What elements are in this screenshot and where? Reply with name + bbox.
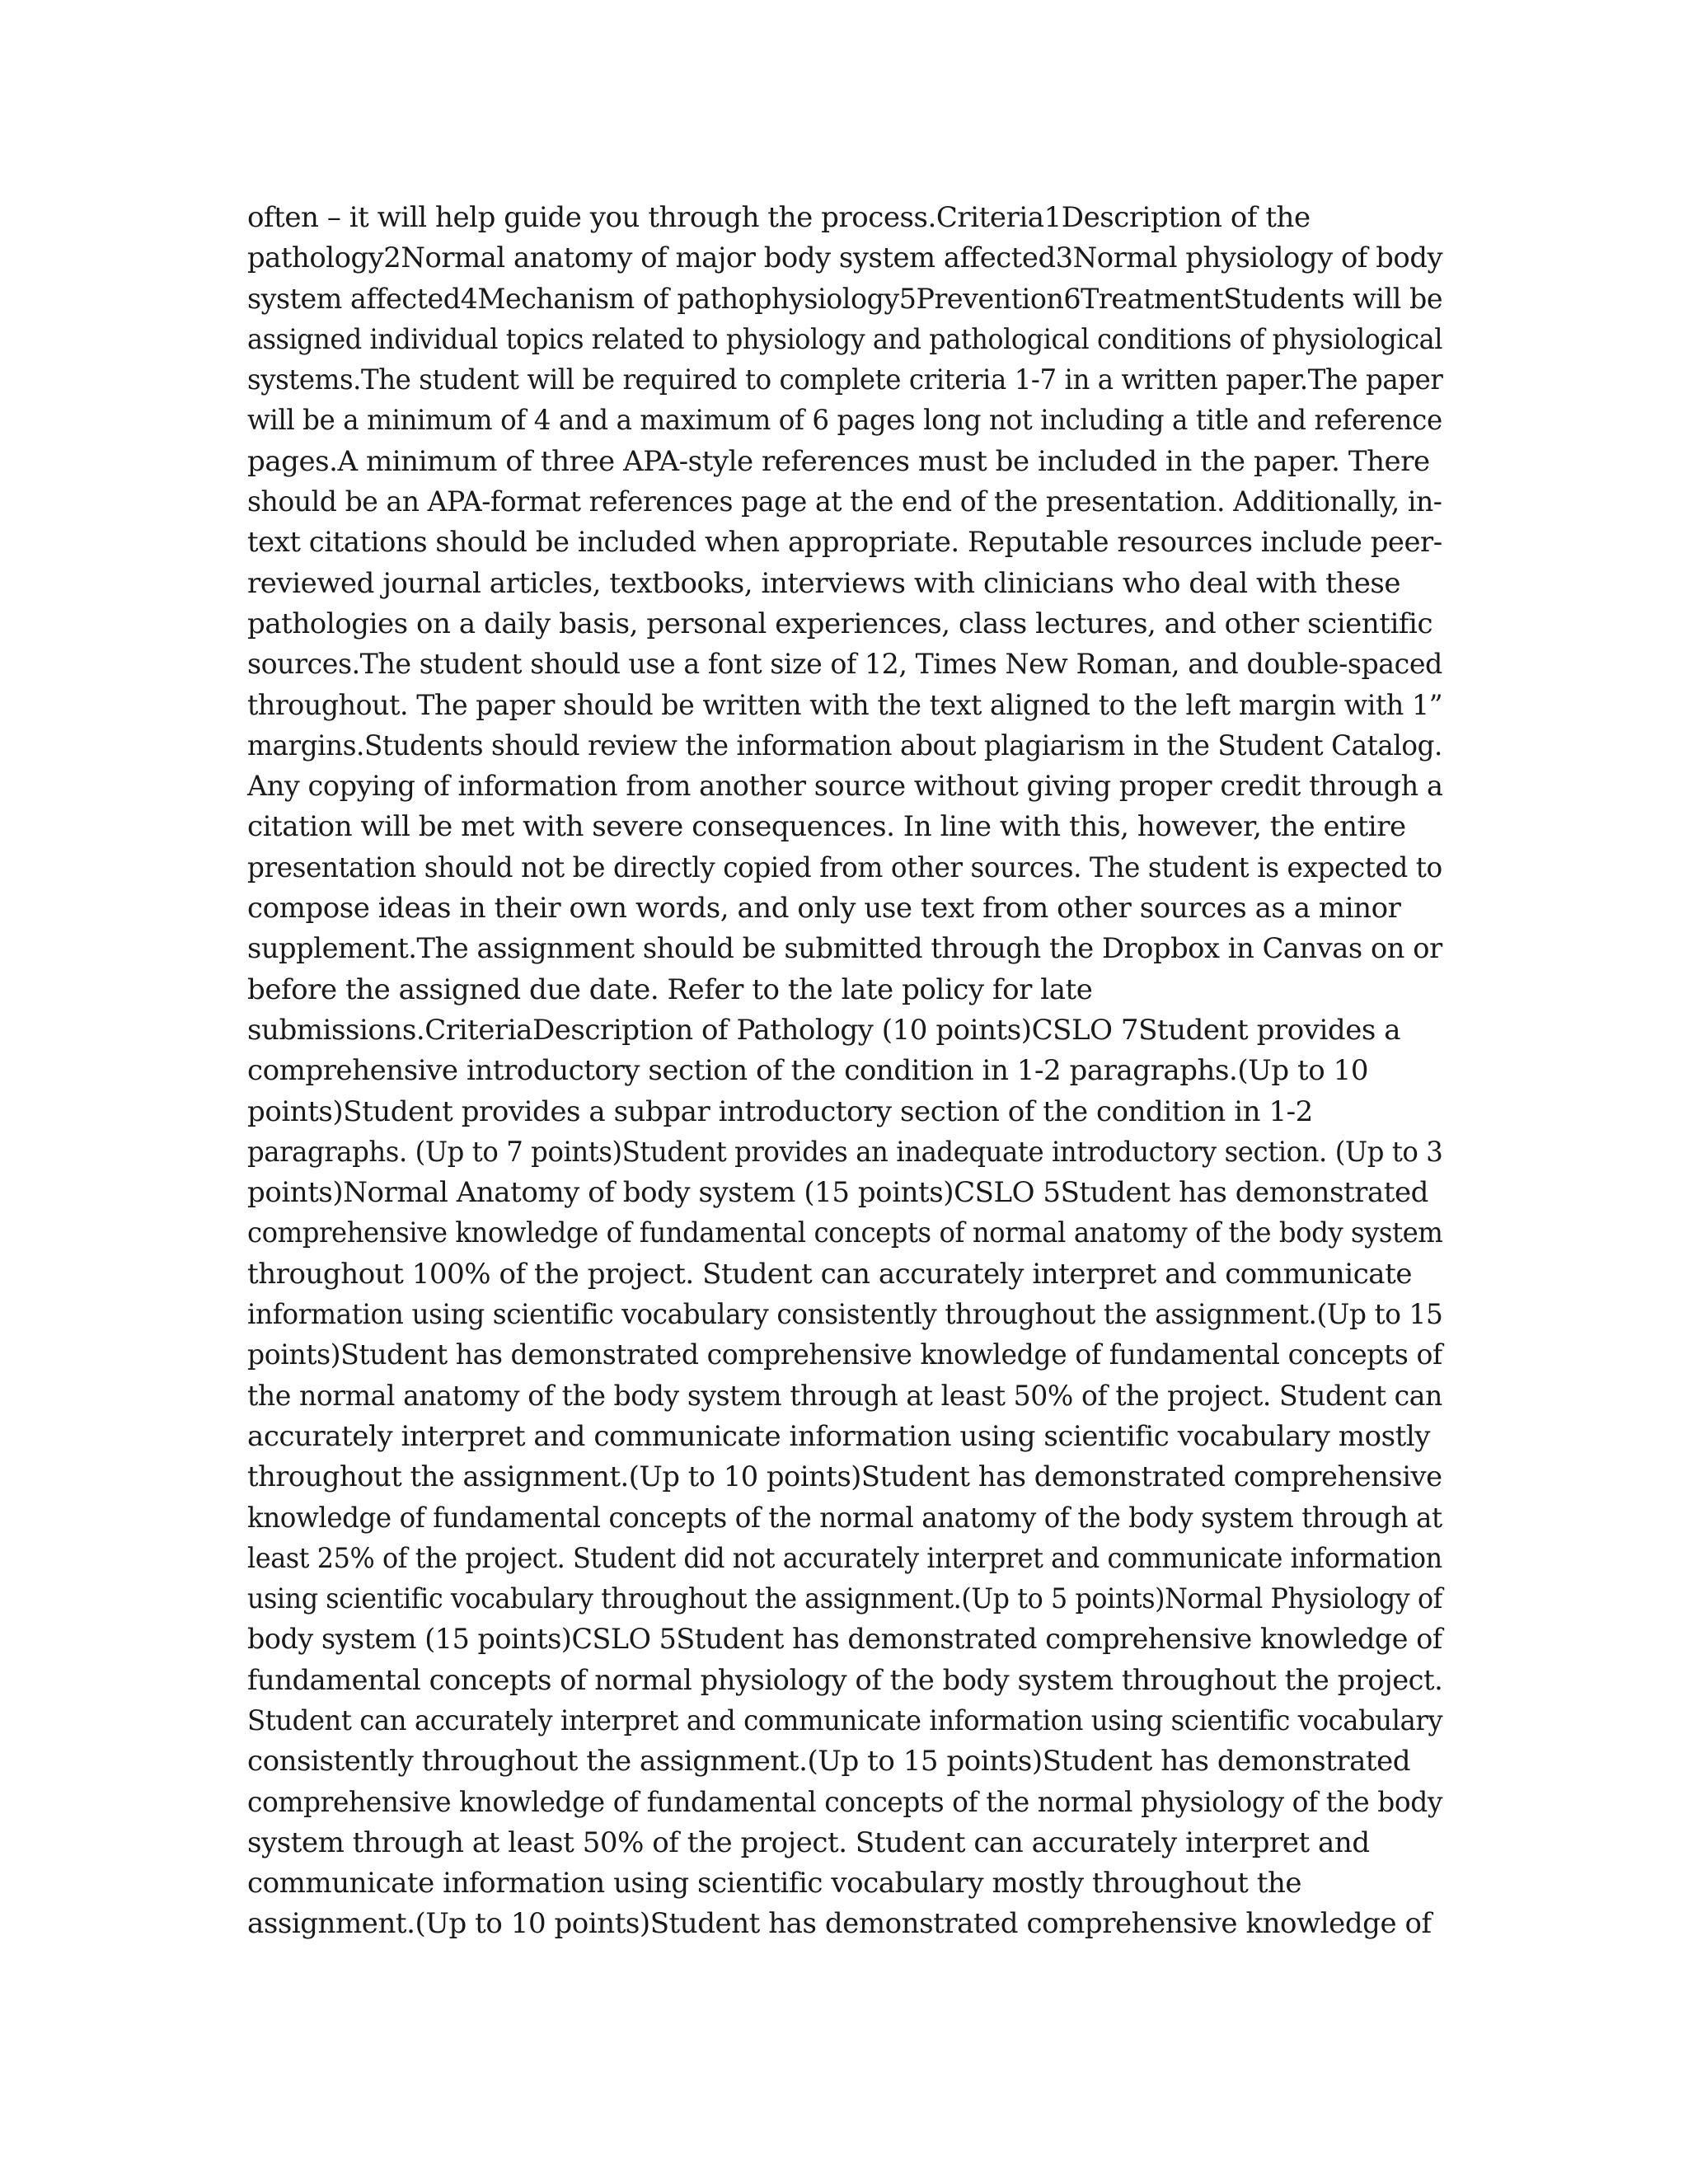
- text-line: text citations should be included when appropriate. Reputable resources include peer-: [247, 526, 1442, 560]
- text-line: throughout. The paper should be written with the text aligned to the left margin with 1”: [247, 688, 1443, 722]
- text-line: citation will be met with severe consequences. In line with this, however, the entire: [247, 810, 1406, 844]
- text-line: assigned individual topics related to physiology and pathological conditions of physiological: [247, 322, 1443, 356]
- text-line: body system (15 points)CSLO 5Student has demonstrated comprehensive knowledge of: [247, 1623, 1442, 1657]
- text-line: Any copying of information from another source without giving proper credit through a: [247, 770, 1443, 804]
- text-line: reviewed journal articles, textbooks, interviews with clinicians who deal with these: [247, 566, 1401, 600]
- text-line: supplement.The assignment should be submitted through the Dropbox in Canvas on or: [247, 932, 1442, 966]
- body-text: [247, 198, 1442, 1945]
- text-line: systems.The student will be required to complete criteria 1-7 in a written paper.The paper: [247, 363, 1443, 397]
- text-line: the normal anatomy of the body system through at least 50% of the project. Student can: [247, 1379, 1442, 1413]
- text-line: fundamental concepts of normal physiology of the body system throughout the project.: [247, 1663, 1443, 1697]
- text-line: accurately interpret and communicate information using scientific vocabulary mostly: [247, 1419, 1431, 1453]
- text-line: comprehensive knowledge of fundamental concepts of the normal physiology of the body: [247, 1785, 1442, 1819]
- text-line: pages.A minimum of three APA-style references must be included in the paper. There: [247, 444, 1430, 478]
- text-line: pathology2Normal anatomy of major body system affected3Normal physiology of body: [247, 241, 1443, 275]
- text-line: points)Student has demonstrated comprehensive knowledge of fundamental concepts of: [247, 1338, 1442, 1372]
- text-line: submissions.CriteriaDescription of Pathology (10 points)CSLO 7Student provides a: [247, 1013, 1401, 1047]
- text-line: throughout the assignment.(Up to 10 points)Student has demonstrated comprehensive: [247, 1460, 1442, 1494]
- text-line: comprehensive knowledge of fundamental concepts of normal anatomy of the body system: [247, 1216, 1443, 1250]
- text-line: points)Normal Anatomy of body system (15 points)CSLO 5Student has demonstrated: [247, 1176, 1428, 1210]
- text-line: consistently throughout the assignment.(Up to 15 points)Student has demonstrated: [247, 1745, 1411, 1779]
- text-line: knowledge of fundamental concepts of the normal anatomy of the body system through at: [247, 1501, 1442, 1535]
- text-line: communicate information using scientific vocabulary mostly throughout the: [247, 1867, 1302, 1900]
- text-line: throughout 100% of the project. Student can accurately interpret and communicate: [247, 1257, 1413, 1291]
- text-line: paragraphs. (Up to 7 points)Student provides an inadequate introductory section. (Up to 3: [247, 1135, 1443, 1169]
- text-line: system affected4Mechanism of pathophysiology5Prevention6TreatmentStudents will be: [247, 282, 1443, 316]
- text-line: least 25% of the project. Student did not accurately interpret and communicate information: [247, 1541, 1442, 1575]
- text-line: often – it will help guide you through the process.Criteria1Description of the: [247, 201, 1311, 234]
- text-line: margins.Students should review the information about plagiarism in the Student Catalog.: [247, 729, 1442, 762]
- text-line: compose ideas in their own words, and only use text from other sources as a minor: [247, 892, 1401, 926]
- text-line: comprehensive introductory section of the condition in 1-2 paragraphs.(Up to 10: [247, 1054, 1369, 1088]
- text-line: system through at least 50% of the project. Student can accurately interpret and: [247, 1825, 1370, 1859]
- text-line: pathologies on a daily basis, personal experiences, class lectures, and other scientific: [247, 607, 1433, 640]
- text-line: should be an APA-format references page at the end of the presentation. Additionally, in-: [247, 485, 1442, 519]
- text-line: Student can accurately interpret and communicate information using scientific vocabulary: [247, 1704, 1443, 1737]
- text-line: sources.The student should use a font size of 12, Times New Roman, and double-spaced: [247, 648, 1442, 682]
- text-line: points)Student provides a subpar introductory section of the condition in 1-2: [247, 1094, 1313, 1128]
- text-line: presentation should not be directly copied from other sources. The student is expected to: [247, 851, 1442, 884]
- text-line: will be a minimum of 4 and a maximum of 6 pages long not including a title and reference: [247, 404, 1442, 438]
- text-line: using scientific vocabulary throughout the assignment.(Up to 5 points)Normal Physiology of: [247, 1582, 1443, 1616]
- text-line: before the assigned due date. Refer to the late policy for late: [247, 972, 1093, 1006]
- text-line: information using scientific vocabulary consistently throughout the assignment.(Up to 15: [247, 1298, 1443, 1332]
- text-line: assignment.(Up to 10 points)Student has demonstrated comprehensive knowledge of: [247, 1907, 1432, 1941]
